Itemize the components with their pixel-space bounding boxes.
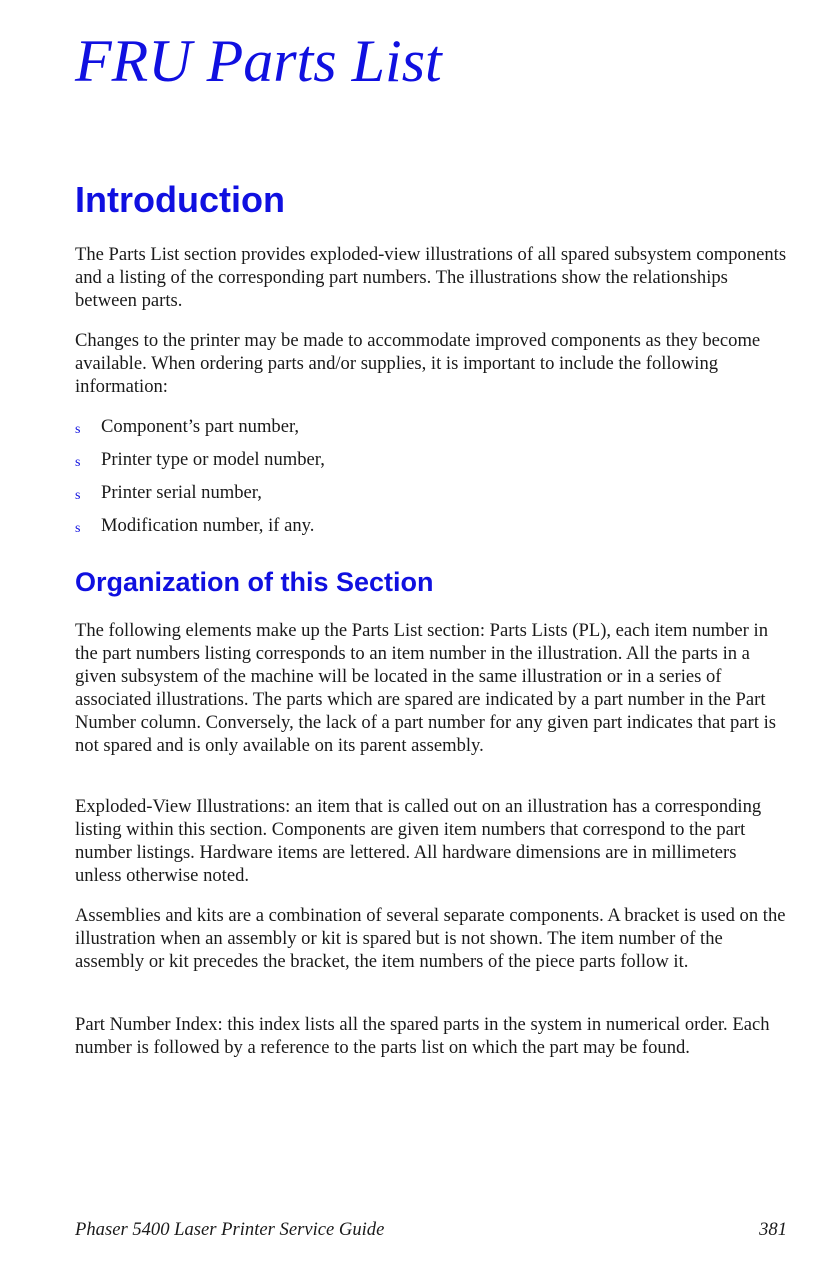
bullet-text: Component’s part number, bbox=[101, 416, 300, 437]
organization-paragraph: Exploded-View Illustrations: an item that is called out on an illustration has a corresponding listing within this section. Components are given item numbers that correspond to the part number listings. Hardware items are lettered. All hardware dimensions are in millimeters unless otherwise noted. bbox=[75, 796, 762, 886]
introduction-paragraph: The Parts List section provides exploded-view illustrations of all spared subsystem components and a listing of the corresponding part numbers. The illustrations show the relationships between parts. bbox=[75, 244, 787, 311]
page-title: FRU Parts List bbox=[75, 28, 442, 94]
organization-paragraph: The following elements make up the Parts List section: Parts Lists (PL), each item number in the part numbers listing corresponds to an item number in the illustration. All the parts in a given subsystem of the machine will be located in the same illustration or in a series of associated illustrations. The parts which are spared are indicated by a part number in the Part Number column. Conversely, the lack of a part number for any given part indicates that part is not spared and is only available on its parent assembly. bbox=[75, 620, 777, 756]
footer-page-number: 381 bbox=[759, 1219, 787, 1240]
introduction-heading: Introduction bbox=[75, 179, 285, 220]
organization-heading: Organization of this Section bbox=[75, 567, 434, 597]
bullet-text: Printer type or model number, bbox=[101, 449, 325, 470]
bullet-marker: s bbox=[75, 422, 81, 437]
bullet-marker: s bbox=[75, 521, 81, 536]
bullet-text: Printer serial number, bbox=[101, 482, 262, 503]
footer-guide-title: Phaser 5400 Laser Printer Service Guide bbox=[75, 1219, 385, 1240]
organization-paragraph: Part Number Index: this index lists all the spared parts in the system in numerical order. Each number is followed by a reference to the parts list on which the part may be found. bbox=[75, 1014, 770, 1058]
bullet-marker: s bbox=[75, 488, 81, 503]
introduction-paragraph: Changes to the printer may be made to accommodate improved components as they become available. When ordering parts and/or supplies, it is important to include the following information: bbox=[75, 330, 761, 397]
bullet-text: Modification number, if any. bbox=[101, 515, 315, 536]
organization-paragraph: Assemblies and kits are a combination of several separate components. A bracket is used on the illustration when an assembly or kit is spared but is not shown. The item number of the assembly or kit precedes the bracket, the item numbers of the piece parts follow it. bbox=[75, 905, 786, 972]
bullet-marker: s bbox=[75, 455, 81, 470]
